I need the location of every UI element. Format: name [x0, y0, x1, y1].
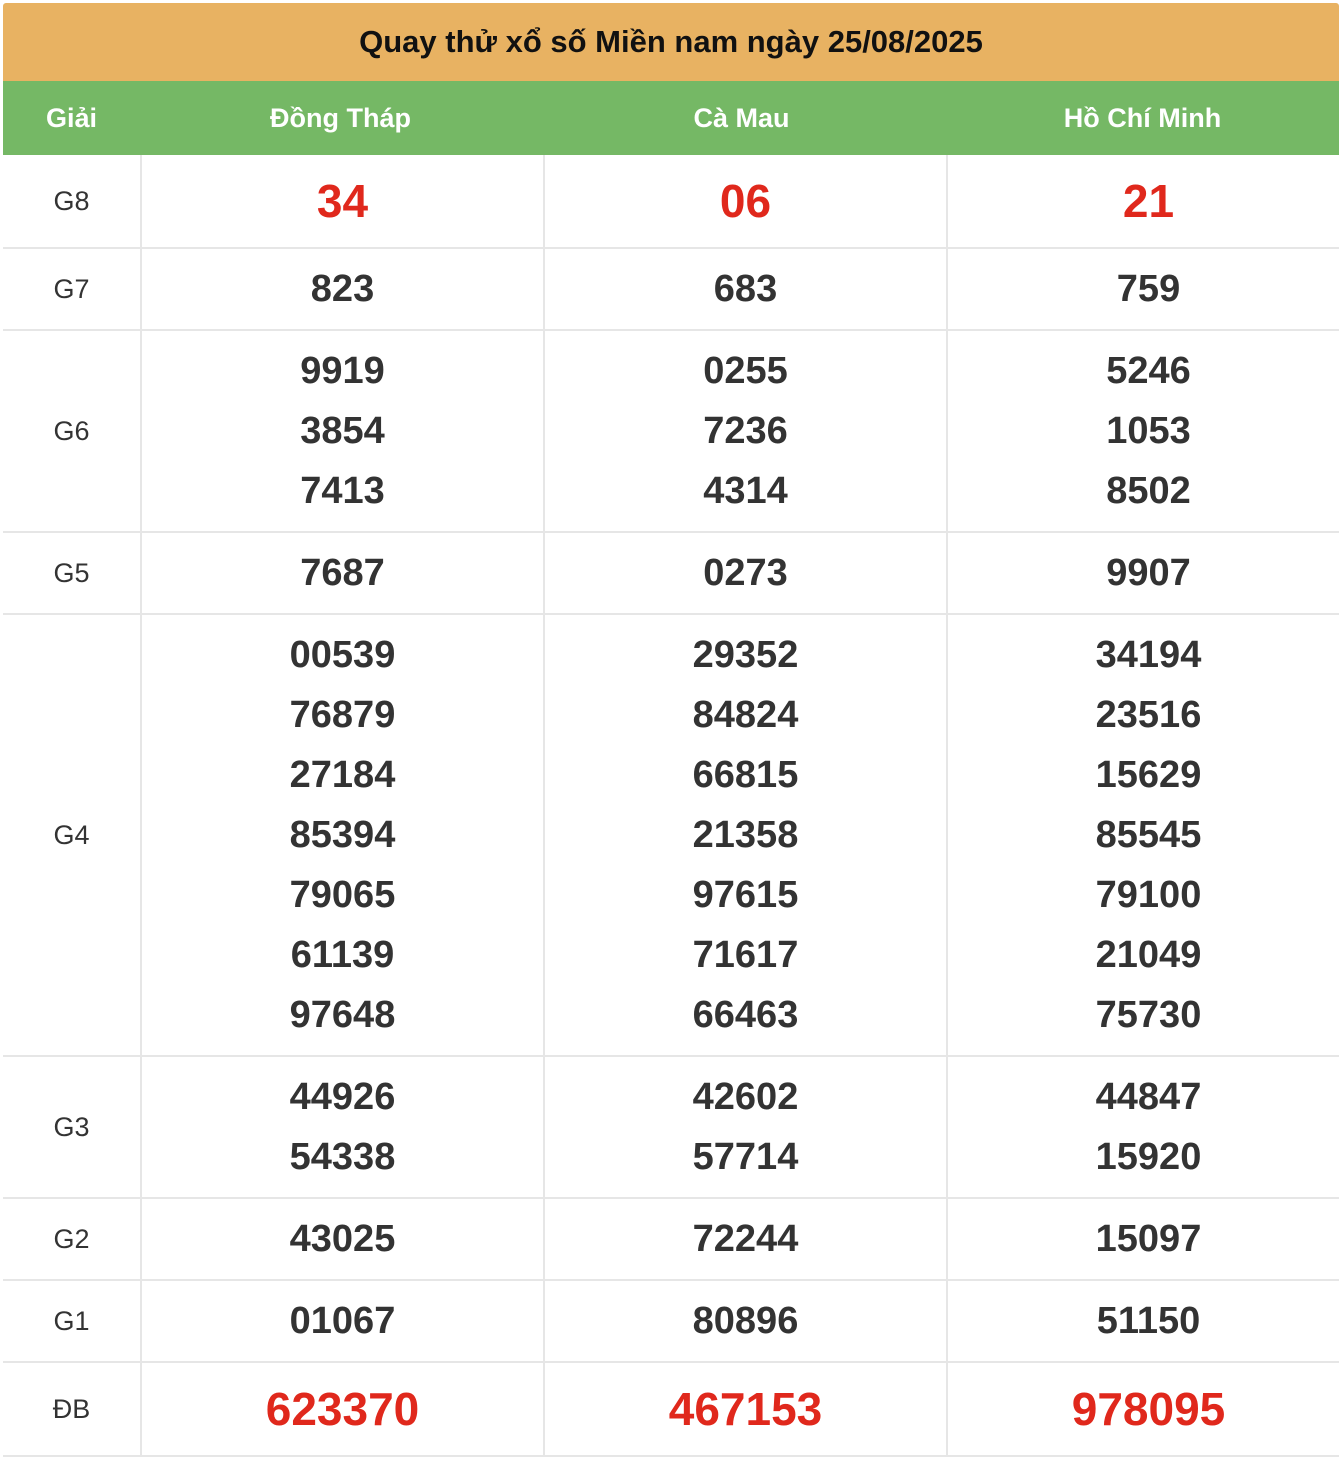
result-cell [543, 1199, 946, 1279]
result-number: 43025 [289, 1218, 396, 1260]
prize-label: G5 [53, 557, 90, 588]
result-number: 57714 [692, 1136, 799, 1178]
table-row [3, 155, 1339, 249]
result-cell [543, 331, 946, 531]
result-cell [140, 249, 543, 329]
result-number: 4314 [703, 470, 788, 512]
result-cell [543, 155, 946, 247]
result-number: 759 [1116, 268, 1181, 310]
result-cell [140, 615, 543, 1055]
result-number: 21049 [1095, 934, 1202, 976]
result-number: 61139 [290, 934, 395, 976]
result-cell [946, 155, 1342, 247]
result-number: 1053 [1106, 410, 1191, 452]
result-number: 0273 [703, 552, 788, 594]
result-number: 823 [310, 268, 375, 310]
result-number: 15629 [1095, 754, 1202, 796]
result-number: 29352 [692, 634, 799, 676]
result-number: 34 [316, 175, 369, 227]
prize-label: G2 [53, 1223, 90, 1254]
result-number: 42602 [692, 1076, 799, 1118]
prize-label: G3 [53, 1111, 90, 1142]
result-cell [543, 1057, 946, 1197]
result-number: 7413 [300, 470, 385, 512]
result-number: 84824 [692, 694, 799, 736]
result-cell [543, 533, 946, 613]
result-number: 21 [1122, 175, 1175, 227]
result-cell [543, 1363, 946, 1455]
result-number: 54338 [289, 1136, 396, 1178]
result-number: 75730 [1095, 994, 1202, 1036]
result-number: 9907 [1106, 552, 1191, 594]
result-cell [140, 533, 543, 613]
result-number: 9919 [300, 350, 385, 392]
result-number: 85545 [1095, 814, 1202, 856]
result-number: 51150 [1096, 1300, 1201, 1342]
result-number: 71617 [692, 934, 799, 976]
prize-label: ĐB [52, 1393, 91, 1424]
result-number: 15097 [1095, 1218, 1202, 1260]
result-number: 76879 [289, 694, 396, 736]
result-cell [543, 615, 946, 1055]
header-prize: Giải [45, 102, 98, 133]
prize-label: G4 [53, 819, 90, 850]
table-row [3, 1199, 1339, 1281]
result-number: 79100 [1095, 874, 1202, 916]
result-cell [946, 615, 1342, 1055]
result-cell [946, 1281, 1342, 1361]
table-row [3, 533, 1339, 615]
results-table [3, 3, 1339, 1457]
result-number: 66815 [692, 754, 799, 796]
result-number: 97648 [289, 994, 396, 1036]
header-province-1: Đồng Tháp [270, 102, 411, 133]
result-number: 34194 [1095, 634, 1202, 676]
result-number: 66463 [692, 994, 799, 1036]
table-row [3, 1363, 1339, 1457]
result-number: 683 [713, 268, 778, 310]
result-cell [946, 533, 1342, 613]
result-number: 97615 [692, 874, 799, 916]
table-row [3, 249, 1339, 331]
result-cell [140, 1199, 543, 1279]
result-number: 15920 [1095, 1136, 1202, 1178]
table-row [3, 1057, 1339, 1199]
result-number: 85394 [289, 814, 396, 856]
result-cell [140, 331, 543, 531]
result-cell [946, 1363, 1342, 1455]
result-cell [140, 1281, 543, 1361]
header-province-3: Hồ Chí Minh [1063, 102, 1222, 133]
result-cell [946, 1057, 1342, 1197]
result-number: 21358 [692, 814, 799, 856]
table-row [3, 331, 1339, 533]
result-number: 8502 [1106, 470, 1191, 512]
special-prize-number: 978095 [1071, 1383, 1226, 1435]
result-number: 79065 [289, 874, 396, 916]
result-number: 3854 [300, 410, 385, 452]
result-number: 72244 [692, 1218, 799, 1260]
result-cell [140, 1057, 543, 1197]
title-bar [3, 3, 1339, 81]
prize-label: G1 [53, 1305, 90, 1336]
result-cell [946, 1199, 1342, 1279]
result-number: 00539 [289, 634, 396, 676]
result-cell [140, 1363, 543, 1455]
result-number: 7236 [703, 410, 788, 452]
result-number: 0255 [703, 350, 788, 392]
result-number: 7687 [300, 552, 385, 594]
prize-label: G7 [53, 273, 90, 304]
result-cell [140, 155, 543, 247]
result-number: 44847 [1095, 1076, 1202, 1118]
result-number: 80896 [692, 1300, 799, 1342]
result-number: 5246 [1106, 350, 1191, 392]
result-number: 06 [719, 175, 772, 227]
special-prize-number: 467153 [668, 1383, 823, 1435]
table-row [3, 615, 1339, 1057]
result-cell [543, 249, 946, 329]
special-prize-number: 623370 [265, 1383, 420, 1435]
prize-label: G6 [53, 415, 90, 446]
prize-label: G8 [53, 185, 90, 216]
table-row [3, 1281, 1339, 1363]
result-cell [543, 1281, 946, 1361]
result-number: 01067 [289, 1300, 396, 1342]
header-row [3, 81, 1339, 155]
result-cell [946, 331, 1342, 531]
result-number: 27184 [289, 754, 396, 796]
page-title: Quay thử xổ số Miền nam ngày 25/08/2025 [359, 24, 983, 59]
result-number: 44926 [289, 1076, 396, 1118]
result-number: 23516 [1095, 694, 1202, 736]
result-cell [946, 249, 1342, 329]
header-province-2: Cà Mau [693, 102, 790, 133]
